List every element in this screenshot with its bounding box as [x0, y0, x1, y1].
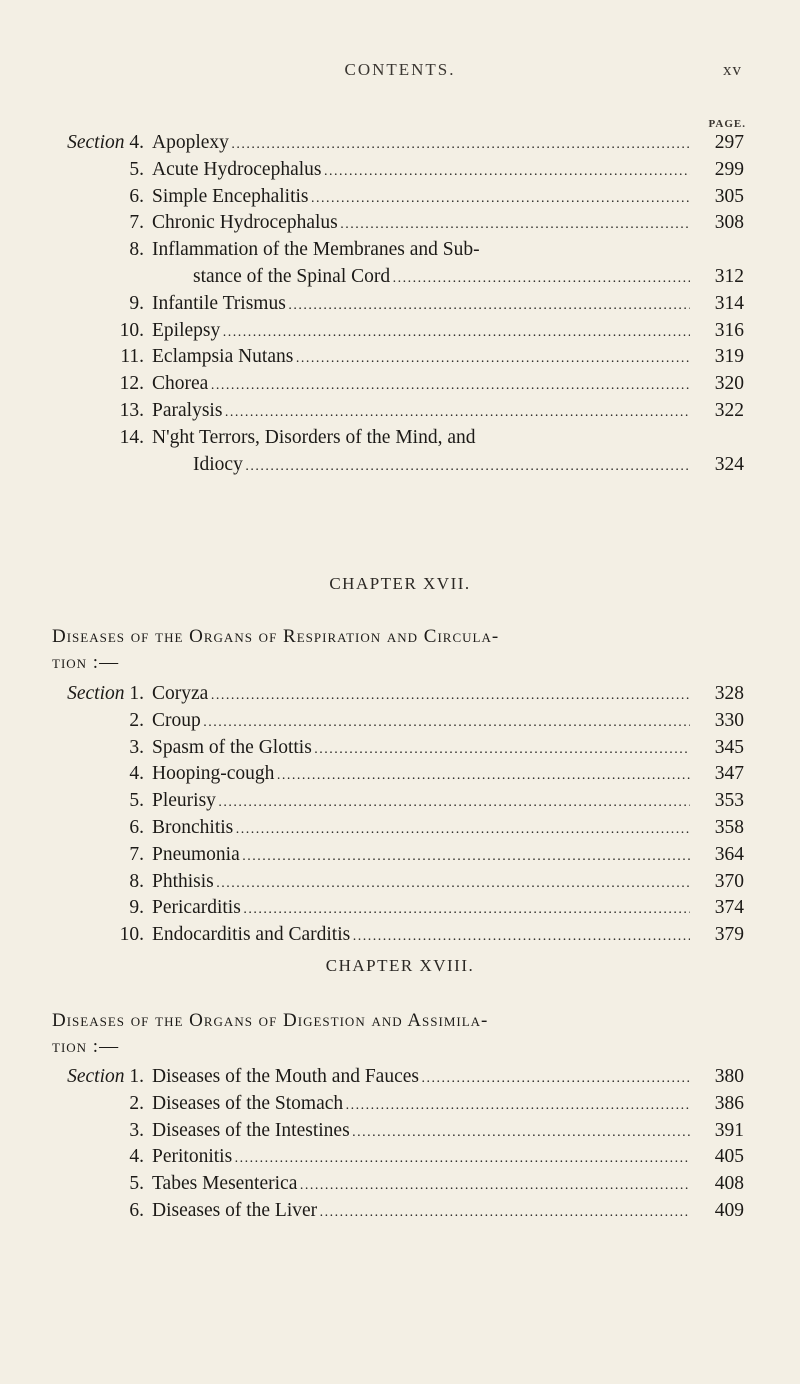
section-num: 2.: [129, 1092, 144, 1114]
page-number: 370: [714, 870, 744, 892]
entry-title: Chorea . . .: [152, 371, 690, 399]
section-number: [34, 184, 144, 210]
section-num: 7.: [129, 843, 144, 865]
toc-entry: [0, 681, 800, 707]
toc-entry: [0, 869, 800, 895]
page-number: 324: [714, 453, 744, 475]
page-number: 320: [714, 373, 744, 395]
section-number: [34, 318, 144, 344]
section-num: 3.: [129, 736, 144, 758]
page-number: 299: [714, 158, 744, 180]
page-number: 347: [714, 763, 744, 785]
section-number: [34, 788, 144, 814]
chapter-xvii-heading: CHAPTER XVII.: [329, 574, 471, 593]
entry-title: Phthisis . . .: [152, 869, 690, 897]
toc-entry: [0, 291, 800, 317]
section-num: 6.: [129, 817, 144, 838]
running-head: [0, 60, 800, 84]
section-num: 5.: [129, 158, 144, 180]
toc-entry: [0, 398, 800, 424]
entry-title: Coryza . . .: [152, 681, 690, 709]
section-number: [34, 344, 144, 370]
entry-title: Croup . . .: [152, 708, 690, 736]
entry-title: Pneumonia . . .: [152, 842, 690, 870]
page-number: 322: [714, 400, 744, 421]
chapter-xvii-subject: [52, 624, 744, 676]
page-column-label: PAGE.: [708, 118, 746, 130]
toc-entry: [0, 1091, 800, 1117]
section-num: 11.: [120, 346, 144, 368]
toc-entry-continued: [0, 452, 800, 478]
section-num: 10.: [119, 319, 144, 341]
toc-entry: [0, 815, 800, 841]
page-number: 405: [714, 1146, 744, 1168]
entry-title: Peritonitis . . .: [152, 1144, 690, 1172]
section-number: [34, 130, 144, 156]
page-number: 409: [714, 1200, 744, 1221]
entry-title: Infantile Trismus . . .: [152, 291, 690, 319]
toc-entry: [0, 708, 800, 734]
section-number: [34, 869, 144, 895]
section-number: [34, 157, 144, 183]
section-number: [34, 1091, 144, 1117]
page-number: 353: [714, 790, 744, 812]
toc-entry: [0, 1118, 800, 1144]
toc-entry: [0, 1064, 800, 1090]
section-num: 8.: [129, 870, 144, 892]
section-number: [34, 681, 144, 707]
section-num: 6.: [129, 185, 144, 207]
section-num: 14.: [119, 426, 144, 448]
toc-entry: [0, 895, 800, 921]
page-number: 314: [714, 292, 744, 314]
entry-title: Eclampsia Nutans . . .: [152, 344, 690, 372]
toc-entry: [0, 237, 800, 263]
toc-entry: [0, 788, 800, 814]
entry-title: Acute Hydrocephalus . . .: [152, 157, 690, 185]
chapter-xviii-heading: CHAPTER XVIII.: [325, 956, 475, 975]
section-num: 1.: [129, 683, 144, 704]
section-number: [34, 425, 144, 451]
entry-title: Apoplexy . . .: [152, 130, 690, 158]
toc-entry: [0, 761, 800, 787]
section-number: [34, 815, 144, 841]
section-num: 8.: [129, 239, 144, 261]
running-title: CONTENTS.: [344, 60, 456, 79]
entry-title: Chronic Hydrocephalus . . .: [152, 210, 690, 238]
section-word: Section: [67, 1066, 125, 1087]
page-number: 305: [714, 185, 744, 207]
entry-title: Bronchitis . . .: [152, 815, 690, 843]
entry-title: Simple Encephalitis . . .: [152, 184, 690, 212]
page-number: 345: [714, 736, 744, 758]
section-num: 3.: [129, 1119, 144, 1141]
page-number: 297: [714, 132, 744, 153]
page-number: 316: [714, 319, 744, 341]
subject-line: Diseases of the Organs of Respiration and Circula-: [52, 626, 500, 647]
entry-title: Tabes Mesenterica . . .: [152, 1171, 690, 1199]
section-num: 9.: [129, 897, 144, 919]
toc-entry: [0, 735, 800, 761]
toc-entry: [0, 184, 800, 210]
page-number: 319: [714, 346, 744, 368]
entry-title-continued: Idiocy . . .: [193, 452, 690, 480]
section-word: Section: [67, 132, 125, 153]
section-number: [34, 708, 144, 734]
section-number: [34, 761, 144, 787]
page-number: 380: [714, 1066, 744, 1087]
page-number: 391: [714, 1119, 744, 1141]
entry-title: Endocarditis and Carditis . . .: [152, 922, 690, 950]
page-number: 358: [714, 817, 744, 838]
toc-entry: [0, 922, 800, 948]
page-number: 330: [714, 709, 744, 731]
toc-entry: [0, 318, 800, 344]
entry-title: Hooping-cough . . .: [152, 761, 690, 789]
entry-title: Spasm of the Glottis . . .: [152, 735, 690, 763]
section-number: [34, 922, 144, 948]
section-num: 9.: [129, 292, 144, 314]
section-number: [34, 735, 144, 761]
chapter-xviii-subject: [52, 1008, 744, 1060]
entry-title: Inflammation of the Membranes and Sub-: [152, 239, 480, 261]
section-number: [34, 1144, 144, 1170]
section-number: [34, 1064, 144, 1090]
toc-entry: [0, 842, 800, 868]
section-number: [34, 1171, 144, 1197]
entry-title: Epilepsy . . .: [152, 318, 690, 346]
section-number: [34, 237, 144, 263]
page-number: 364: [714, 843, 744, 865]
entry-title: Diseases of the Intestines . . .: [152, 1118, 690, 1146]
toc-entry: [0, 1198, 800, 1224]
section-number: [34, 291, 144, 317]
entry-title: Diseases of the Stomach . . .: [152, 1091, 690, 1119]
section-num: 12.: [119, 373, 144, 395]
page-folio: xv: [723, 60, 742, 79]
section-number: [34, 842, 144, 868]
toc-entry: [0, 210, 800, 236]
toc-entry: [0, 157, 800, 183]
subject-line: Diseases of the Organs of Digestion and Assimila-: [52, 1010, 489, 1031]
section-num: 13.: [119, 400, 144, 421]
section-number: [34, 398, 144, 424]
section-num: 5.: [129, 1173, 144, 1195]
section-word: Section: [67, 683, 125, 704]
entry-title: N'ght Terrors, Disorders of the Mind, and: [152, 426, 476, 448]
section-num: 4.: [129, 763, 144, 785]
page-number: 328: [714, 683, 744, 704]
toc-entry: [0, 371, 800, 397]
entry-title: Paralysis . . .: [152, 398, 690, 426]
section-number: [34, 895, 144, 921]
page-number: 379: [714, 924, 744, 946]
page-number: 312: [714, 266, 744, 287]
section-num: 4.: [129, 132, 144, 153]
section-number: [34, 1198, 144, 1224]
subject-line: tion :—: [52, 652, 120, 673]
section-number: [34, 210, 144, 236]
entry-title: Diseases of the Mouth and Fauces . . .: [152, 1064, 690, 1092]
toc-entry: [0, 425, 800, 451]
toc-entry: [0, 1144, 800, 1170]
toc-entry: [0, 344, 800, 370]
page-number: 374: [714, 897, 744, 919]
page-number: 408: [714, 1173, 744, 1195]
section-number: [34, 1118, 144, 1144]
toc-entry-continued: [0, 264, 800, 290]
toc-entry: [0, 130, 800, 156]
page-number: 308: [714, 212, 744, 234]
section-num: 7.: [129, 212, 144, 234]
page-number: 386: [714, 1092, 744, 1114]
subject-line: tion :—: [52, 1036, 120, 1057]
entry-title: Pleurisy . . .: [152, 788, 690, 816]
entry-title: Diseases of the Liver . . .: [152, 1198, 690, 1226]
toc-entry: [0, 1171, 800, 1197]
section-number: [34, 371, 144, 397]
section-num: 1.: [129, 1066, 144, 1087]
section-num: 10.: [119, 924, 144, 946]
section-num: 4.: [129, 1146, 144, 1168]
entry-title: Pericarditis . . .: [152, 895, 690, 923]
section-num: 2.: [129, 709, 144, 731]
section-num: 6.: [129, 1200, 144, 1221]
section-num: 5.: [129, 790, 144, 812]
entry-title-continued: stance of the Spinal Cord . . .: [193, 264, 690, 292]
